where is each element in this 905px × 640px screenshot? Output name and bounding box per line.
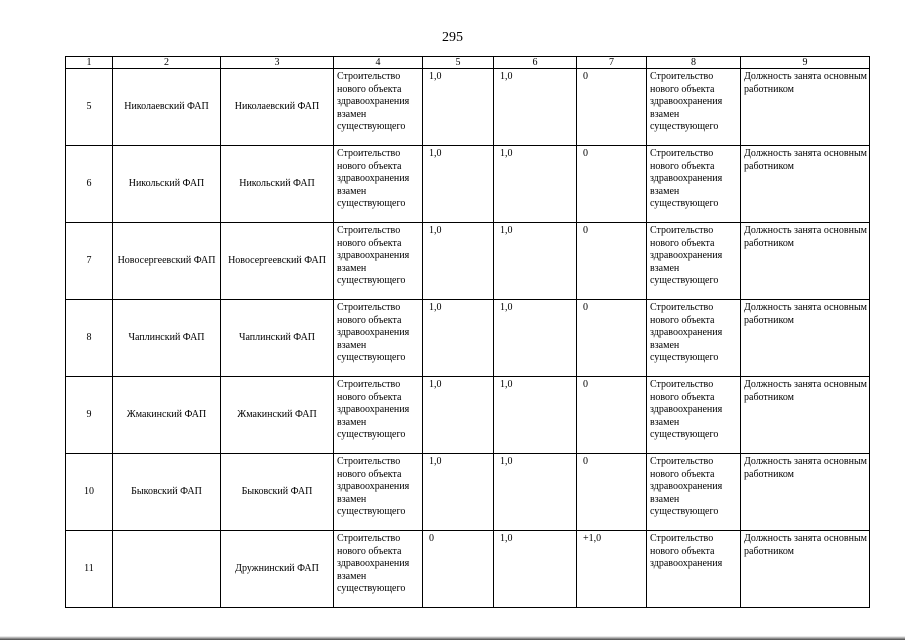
- column-header: 4: [334, 57, 423, 69]
- value-cell: 0: [577, 454, 647, 531]
- note-cell: Должность занята основным работником: [741, 377, 870, 454]
- table-row: [66, 69, 870, 146]
- fap-name-cell: Никольский ФАП: [113, 146, 221, 223]
- header-row: [66, 57, 870, 69]
- fap-name-cell: Николаевский ФАП: [113, 69, 221, 146]
- note-cell: Должность занята основным работником: [741, 531, 870, 608]
- value-cell: 1,0: [494, 531, 577, 608]
- activity-cell: Строительство нового объекта здравоохранения взамен существующего: [647, 300, 741, 377]
- value-cell: 1,0: [494, 146, 577, 223]
- fap-name-cell: Новосергеевский ФАП: [221, 223, 334, 300]
- value-cell: 1,0: [423, 454, 494, 531]
- value-cell: 0: [577, 223, 647, 300]
- value-cell: 0: [577, 69, 647, 146]
- fap-name-cell: Дружнинский ФАП: [221, 531, 334, 608]
- value-cell: 0: [577, 300, 647, 377]
- activity-cell: Строительство нового объекта здравоохранения взамен существующего: [334, 454, 423, 531]
- activity-cell: Строительство нового объекта здравоохранения взамен существующего: [647, 69, 741, 146]
- row-number: 6: [66, 146, 113, 223]
- value-cell: 1,0: [423, 69, 494, 146]
- fap-name-cell: Николаевский ФАП: [221, 69, 334, 146]
- value-cell: 0: [577, 377, 647, 454]
- column-header: 6: [494, 57, 577, 69]
- scan-edge: [0, 636, 905, 640]
- row-number: 11: [66, 531, 113, 608]
- activity-cell: Строительство нового объекта здравоохранения: [647, 531, 741, 608]
- value-cell: 1,0: [423, 377, 494, 454]
- activity-cell: Строительство нового объекта здравоохранения взамен существующего: [647, 454, 741, 531]
- page-number: 295: [442, 30, 463, 45]
- value-cell: 1,0: [494, 377, 577, 454]
- row-number: 7: [66, 223, 113, 300]
- note-cell: Должность занята основным работником: [741, 69, 870, 146]
- fap-name-cell: Чаплинский ФАП: [113, 300, 221, 377]
- note-cell: Должность занята основным работником: [741, 454, 870, 531]
- activity-cell: Строительство нового объекта здравоохранения взамен существующего: [334, 69, 423, 146]
- value-cell: 1,0: [494, 69, 577, 146]
- note-cell: Должность занята основным работником: [741, 300, 870, 377]
- fap-name-cell: Жмакинский ФАП: [113, 377, 221, 454]
- column-header: 1: [66, 57, 113, 69]
- value-cell: 1,0: [494, 223, 577, 300]
- row-number: 8: [66, 300, 113, 377]
- activity-cell: Строительство нового объекта здравоохранения взамен существующего: [334, 223, 423, 300]
- activity-cell: Строительство нового объекта здравоохранения взамен существующего: [334, 531, 423, 608]
- activity-cell: Строительство нового объекта здравоохранения взамен существующего: [647, 377, 741, 454]
- fap-name-cell: Жмакинский ФАП: [221, 377, 334, 454]
- value-cell: 1,0: [423, 300, 494, 377]
- column-header: 3: [221, 57, 334, 69]
- column-header: 5: [423, 57, 494, 69]
- value-cell: 1,0: [423, 223, 494, 300]
- value-cell: 0: [423, 531, 494, 608]
- table-row: [66, 531, 870, 608]
- table-row: [66, 146, 870, 223]
- value-cell: 1,0: [494, 454, 577, 531]
- column-header: 8: [647, 57, 741, 69]
- activity-cell: Строительство нового объекта здравоохранения взамен существующего: [647, 223, 741, 300]
- value-cell: 1,0: [423, 146, 494, 223]
- activity-cell: Строительство нового объекта здравоохранения взамен существующего: [334, 146, 423, 223]
- table-row: [66, 223, 870, 300]
- fap-name-cell: Никольский ФАП: [221, 146, 334, 223]
- value-cell: 0: [577, 146, 647, 223]
- value-cell: 1,0: [494, 300, 577, 377]
- activity-cell: Строительство нового объекта здравоохранения взамен существующего: [334, 300, 423, 377]
- column-header: 7: [577, 57, 647, 69]
- data-table: [65, 56, 870, 608]
- fap-name-cell: Чаплинский ФАП: [221, 300, 334, 377]
- row-number: 9: [66, 377, 113, 454]
- fap-name-cell: [113, 531, 221, 608]
- fap-name-cell: Новосергеевский ФАП: [113, 223, 221, 300]
- activity-cell: Строительство нового объекта здравоохранения взамен существующего: [647, 146, 741, 223]
- table-row: [66, 454, 870, 531]
- activity-cell: Строительство нового объекта здравоохранения взамен существующего: [334, 377, 423, 454]
- column-header: 9: [741, 57, 870, 69]
- column-header: 2: [113, 57, 221, 69]
- note-cell: Должность занята основным работником: [741, 223, 870, 300]
- note-cell: Должность занята основным работником: [741, 146, 870, 223]
- row-number: 5: [66, 69, 113, 146]
- value-cell: +1,0: [577, 531, 647, 608]
- table-row: [66, 300, 870, 377]
- fap-name-cell: Быковский ФАП: [113, 454, 221, 531]
- fap-name-cell: Быковский ФАП: [221, 454, 334, 531]
- row-number: 10: [66, 454, 113, 531]
- table-row: [66, 377, 870, 454]
